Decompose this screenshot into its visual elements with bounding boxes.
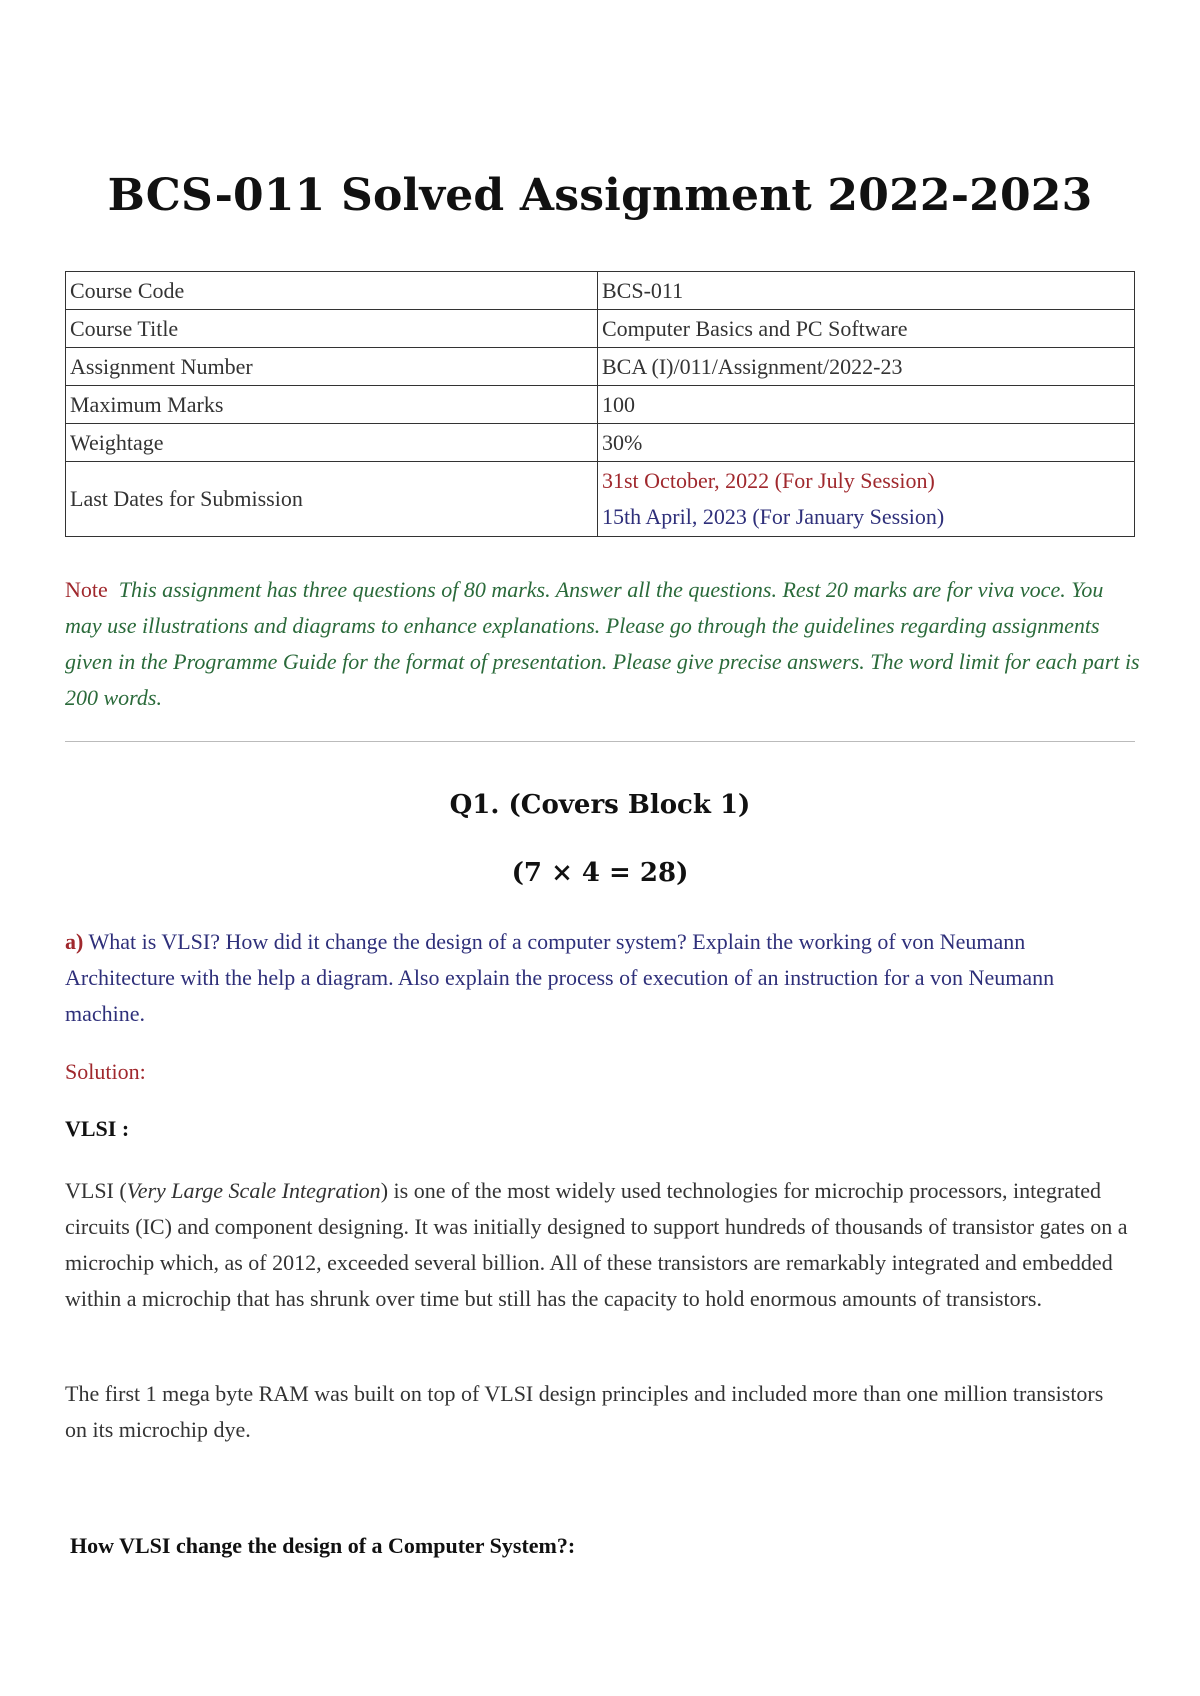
document-title: BCS-011 Solved Assignment 2022-2023: [107, 170, 1093, 221]
submission-dates-label: Last Dates for Submission: [66, 462, 598, 537]
question-a: [65, 924, 1125, 1032]
note-lead: Note: [65, 577, 108, 602]
divider: [65, 741, 1135, 742]
table-row: [66, 348, 1135, 386]
question-block-marks: (7 × 4 = 28): [511, 858, 689, 888]
para1-prefix: VLSI (: [65, 1178, 127, 1203]
course-title-label: Course Title: [66, 310, 598, 348]
weightage-value: 30%: [598, 424, 1135, 462]
table-row: [66, 310, 1135, 348]
question-block-heading: Q1. (Covers Block 1): [449, 790, 751, 820]
table-row: [66, 272, 1135, 310]
table-row: [66, 386, 1135, 424]
assignment-number-value: BCA (I)/011/Assignment/2022-23: [598, 348, 1135, 386]
course-code-value: BCS-011: [598, 272, 1135, 310]
vlsi-paragraph-1: [65, 1173, 1130, 1317]
note-text: This assignment has three questions of 80 marks. Answer all the questions. Rest 20 marks are for viva voce. You may use illustrations and diagrams to enhance explanations. Please go through the guidelines regarding assignments given in the Programme Guide for the format of presentation. Please give precise answers. The word limit for each part is 200 words.: [65, 577, 1140, 710]
question-text: What is VLSI? How did it change the design of a computer system? Explain the working of von Neumann Architecture with the help a diagram. Also explain the process of execution of an instruction for a von Neumann machine.: [65, 929, 1055, 1026]
vlsi-paragraph-2: The first 1 mega byte RAM was built on top of VLSI design principles and included more than one million transistors on its microchip dye.: [65, 1381, 1104, 1442]
table-row: [66, 462, 1135, 537]
maximum-marks-value: 100: [598, 386, 1135, 424]
course-code-label: Course Code: [66, 272, 598, 310]
january-session-date: 15th April, 2023 (For January Session): [602, 504, 945, 529]
para1-italic-term: Very Large Scale Integration: [126, 1178, 381, 1203]
maximum-marks-label: Maximum Marks: [66, 386, 598, 424]
assignment-info-table: [65, 271, 1135, 537]
submission-dates-value: [598, 462, 1135, 537]
para1-rest: ) is one of the most widely used technologies for microchip processors, integrated circuits (IC) and component designing. It was initially designed to support hundreds of thousands of transistor gates on a microchip which, as of 2012, exceeded several billion. All of these transistors are remarkably integrated and embedded within a microchip that has shrunk over time but still has the capacity to hold enormous amounts of transistors.: [65, 1178, 1128, 1311]
section-heading: How VLSI change the design of a Computer System?:: [70, 1533, 576, 1558]
assignment-number-label: Assignment Number: [66, 348, 598, 386]
solution-label: Solution:: [65, 1059, 146, 1084]
july-session-date: 31st October, 2022 (For July Session): [602, 468, 935, 493]
vlsi-heading: VLSI :: [65, 1116, 130, 1141]
table-row: [66, 424, 1135, 462]
course-title-value: Computer Basics and PC Software: [598, 310, 1135, 348]
weightage-label: Weightage: [66, 424, 598, 462]
assignment-note: [65, 572, 1140, 716]
question-letter: a): [65, 929, 84, 954]
